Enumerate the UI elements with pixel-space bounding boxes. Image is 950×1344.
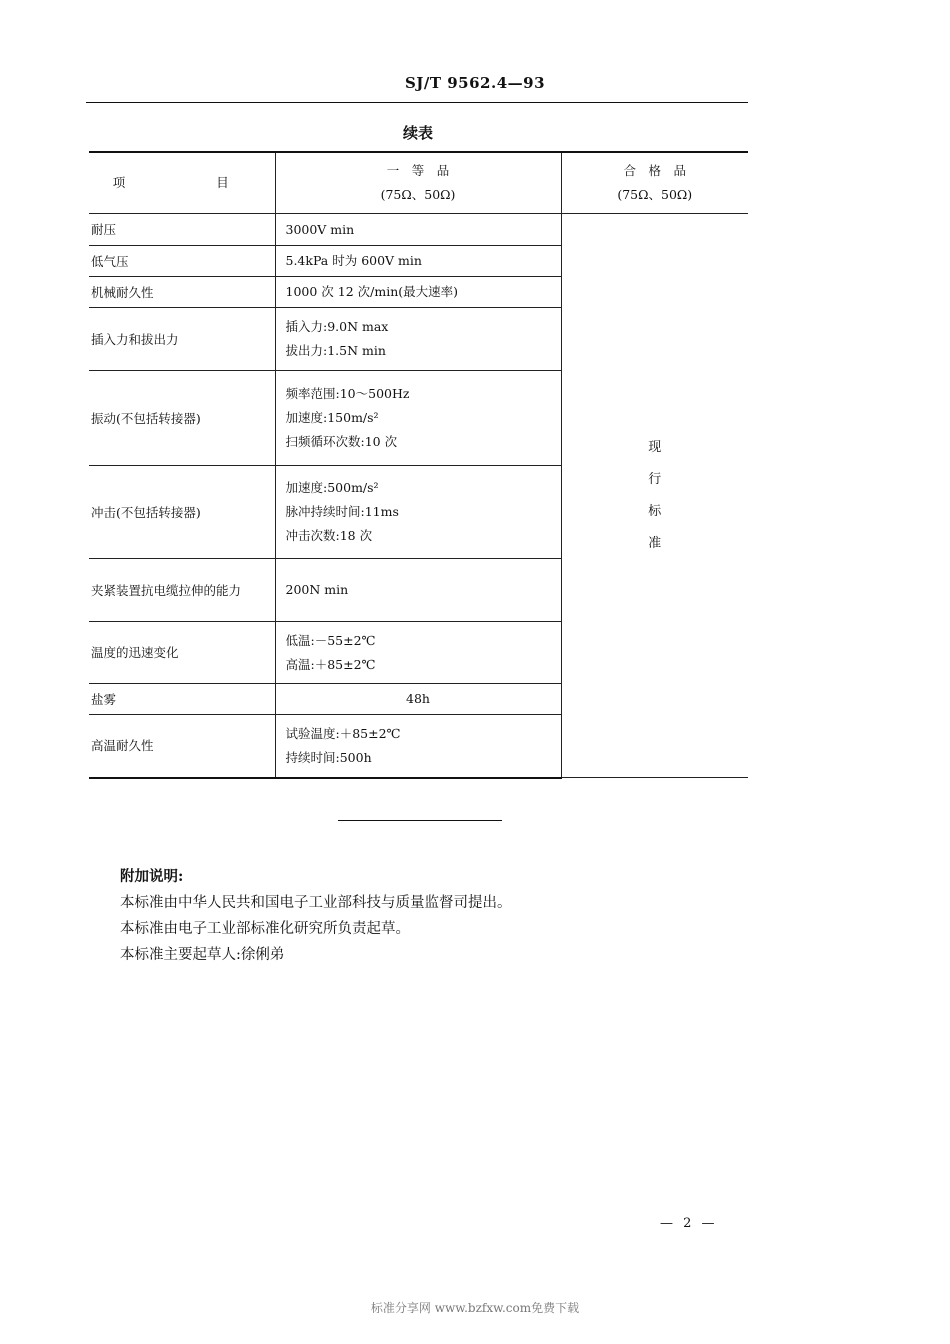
row-value (275, 246, 561, 277)
value-line: 拔出力:1.5N min (285, 343, 386, 358)
row-item: 高温耐久性 (89, 715, 275, 778)
row-value (275, 684, 561, 715)
row-item: 机械耐久性 (89, 277, 275, 308)
table-caption: 续表 (402, 124, 433, 142)
notes-line: 本标准由中华人民共和国电子工业部科技与质量监督司提出。 (120, 895, 512, 911)
value-line: 3000V min (285, 221, 355, 237)
row-value (275, 277, 561, 308)
qualified-note-char: 现 (648, 439, 662, 455)
value-line: 200N min (285, 582, 349, 597)
row-value (275, 214, 561, 246)
table-header-row (89, 152, 748, 214)
row-value (275, 308, 561, 371)
row-item: 插入力和拔出力 (89, 308, 275, 371)
row-item: 温度的迅速变化 (89, 622, 275, 684)
col-header-qualified (561, 152, 748, 214)
page-number: — 2 — (660, 1216, 718, 1231)
first-grade-sub: (75Ω、50Ω) (380, 187, 456, 202)
value-line: 高温:＋85±2℃ (285, 656, 376, 672)
row-value (275, 466, 561, 559)
row-item: 振动(不包括转接器) (89, 371, 275, 466)
value-line: 插入力:9.0N max (285, 319, 389, 334)
value-line: 冲击次数:18 次 (285, 528, 373, 543)
qualified-grade-cell (561, 214, 748, 778)
row-item: 低气压 (89, 246, 275, 277)
value-line: 频率范围:10～500Hz (285, 386, 410, 401)
spec-table (89, 151, 748, 779)
row-value (275, 715, 561, 778)
qualified-sub: (75Ω、50Ω) (617, 187, 693, 202)
table-row (89, 214, 748, 246)
notes-title: 附加说明: (120, 868, 184, 885)
row-item: 冲击(不包括转接器) (89, 466, 275, 559)
header-rule (86, 102, 748, 103)
value-line: 试验温度:＋85±2℃ (285, 725, 401, 741)
first-grade-label: 一 等 品 (386, 163, 450, 178)
value-line: 持续时间:500h (285, 749, 372, 765)
end-rule (338, 820, 502, 821)
qualified-note-char: 准 (648, 535, 662, 551)
value-line: 加速度:500m/s² (285, 480, 379, 495)
value-line: 加速度:150m/s² (285, 410, 379, 425)
value-line: 低温:－55±2℃ (285, 632, 376, 648)
value-line: 48h (406, 691, 430, 706)
row-value (275, 371, 561, 466)
qualified-label: 合 格 品 (623, 163, 686, 178)
row-value (275, 622, 561, 684)
document-code: SJ/T 9562.4—93 (404, 74, 546, 92)
col-header-item: 项 目 (89, 152, 275, 214)
row-item: 盐雾 (89, 684, 275, 715)
notes-line: 本标准由电子工业部标准化研究所负责起草。 (120, 921, 410, 937)
additional-notes (120, 864, 820, 968)
row-value (275, 559, 561, 622)
row-item: 夹紧装置抗电缆拉伸的能力 (89, 559, 275, 622)
notes-line: 本标准主要起草人:徐俐弟 (120, 947, 285, 963)
value-line: 扫频循环次数:10 次 (285, 434, 398, 449)
col-header-first-grade (275, 152, 561, 214)
qualified-note-char: 标 (648, 503, 662, 519)
watermark-text: 标准分享网 www.bzfxw.com免费下载 (370, 1301, 580, 1315)
value-line: 脉冲持续时间:11ms (285, 504, 399, 519)
row-item: 耐压 (89, 214, 275, 246)
value-line: 1000 次 12 次/min(最大速率) (285, 284, 459, 299)
qualified-note-char: 行 (648, 471, 662, 487)
value-line: 5.4kPa 时为 600V min (285, 253, 422, 268)
